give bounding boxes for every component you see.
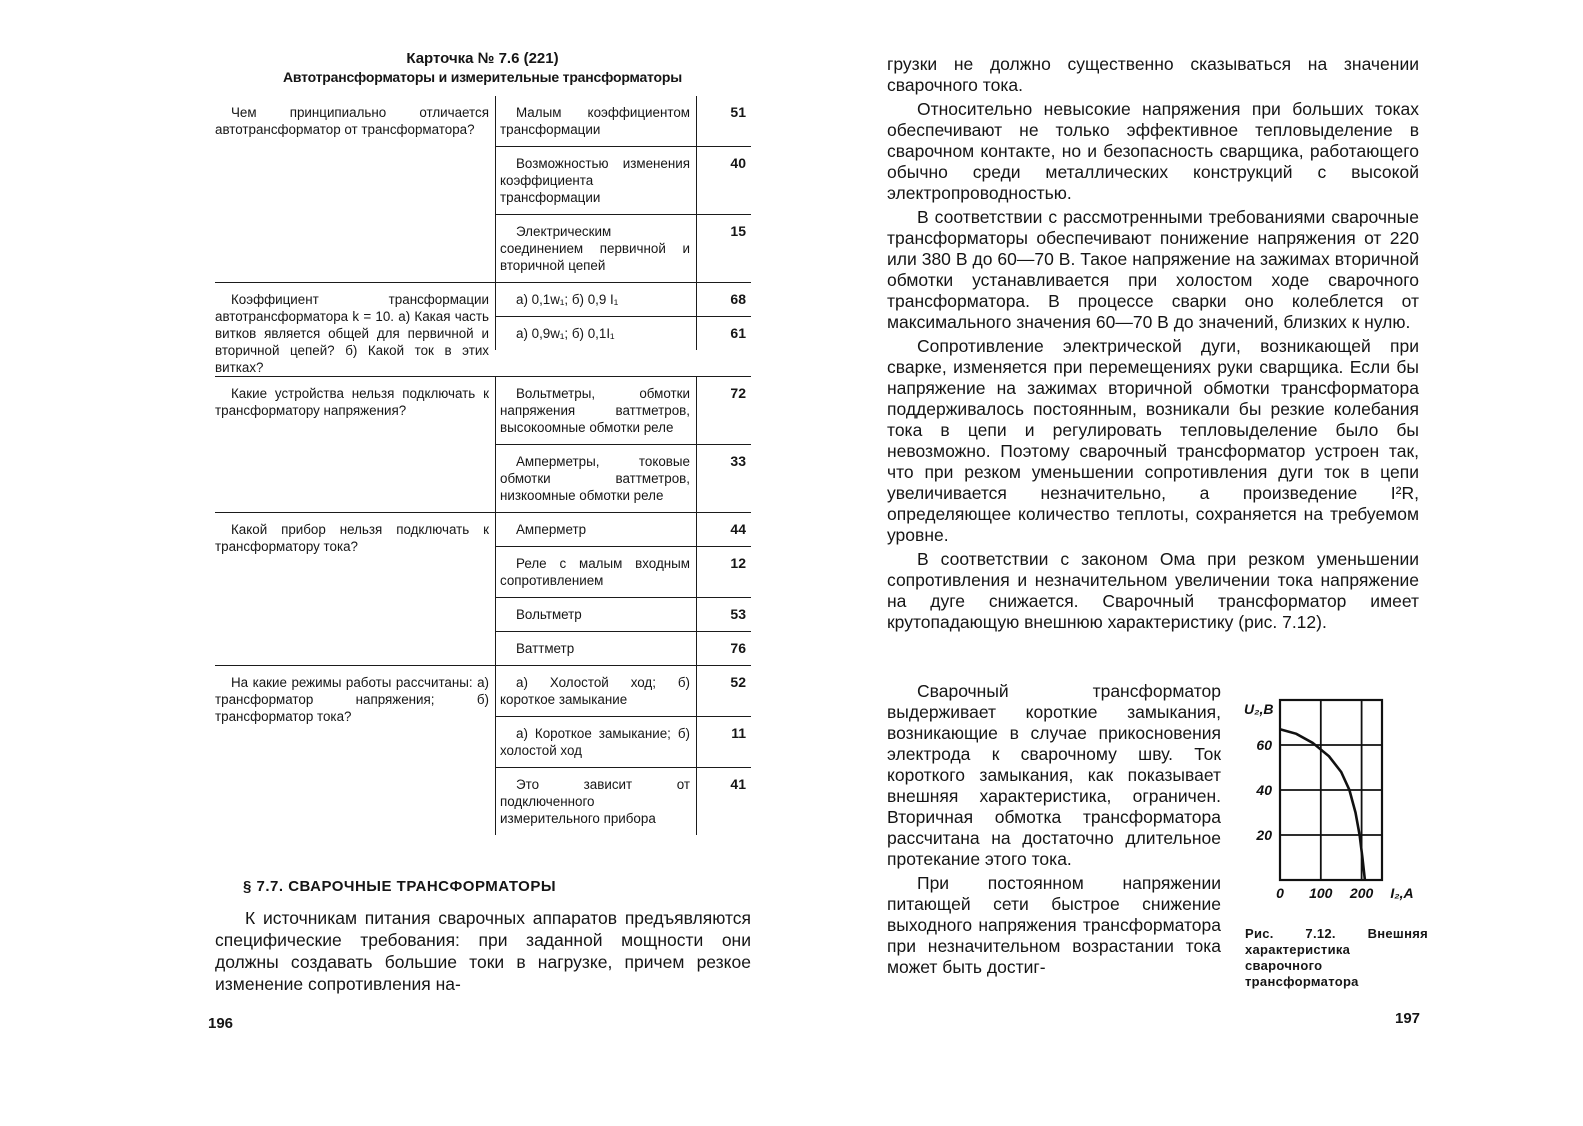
x-tick-label: 200 bbox=[1349, 885, 1374, 901]
answer-text: Это зависит от подключенного измерительного прибора bbox=[496, 768, 697, 835]
answer-code: 61 bbox=[730, 325, 746, 341]
question-group bbox=[215, 96, 751, 282]
answer-text: а) Холостой ход; б) короткое замыкание bbox=[496, 666, 697, 716]
answer-text: Малым коэффициентом трансформации bbox=[496, 96, 697, 146]
x-tick-label: 0 bbox=[1276, 885, 1284, 901]
wrapped-text bbox=[887, 681, 1221, 981]
answer-code: 12 bbox=[730, 555, 746, 571]
question-text: Коэффициент трансформации автотрансформатора k = 10. а) Какая часть витков является общей для первичной и вторичной цепей? б) Какой ток в этих витках? bbox=[215, 292, 489, 375]
right-body-text bbox=[887, 54, 1419, 636]
answer-row bbox=[495, 767, 751, 835]
answer-list bbox=[495, 96, 751, 282]
answer-text: Электрическим соединением первичной и вторичной цепей bbox=[496, 215, 697, 282]
answer-text: Амперметры, токовые обмотки ваттметров, низкоомные обмотки реле bbox=[496, 445, 697, 512]
answer-row bbox=[495, 96, 751, 146]
figure-caption: Рис. 7.12. Внешняя характеристика сварочного трансформатора bbox=[1245, 926, 1428, 989]
answer-text: Реле с малым входным сопротивлением bbox=[496, 547, 697, 597]
answer-list bbox=[495, 283, 751, 376]
answer-row bbox=[495, 597, 751, 631]
y-tick-label: 60 bbox=[1256, 737, 1272, 753]
answer-code: 11 bbox=[731, 725, 746, 741]
answer-code: 41 bbox=[730, 776, 746, 792]
answer-code: 40 bbox=[730, 155, 746, 171]
answer-code: 53 bbox=[730, 606, 746, 622]
answer-code: 15 bbox=[730, 223, 746, 239]
answer-row bbox=[495, 716, 751, 767]
answer-text: Возможностью изменения коэффициента трансформации bbox=[496, 147, 697, 214]
paragraph: В соответствии с рассмотренными требованиями сварочные трансформаторы обеспечивают понижение напряжения от 220 или 380 В до 60—70 В. Такое напряжение на зажимах вторичной обмотки устанавливается при холостом ходе сварочного трансформатора. В процессе сварки оно колеблется от максимального значения 60—70 В до значений, близких к нулю. bbox=[887, 207, 1419, 332]
question-text: На какие режимы работы рассчитаны: а) трансформатор напряжения; б) трансформатор тока? bbox=[215, 675, 489, 724]
answer-list bbox=[495, 513, 751, 665]
answer-code: 72 bbox=[730, 385, 746, 401]
answer-code: 52 bbox=[730, 674, 746, 690]
paragraph: Сварочный трансформатор выдерживает короткие замыкания, возникающие в случае прикосновения электрода к сварочному шву. Ток короткого замыкания, как показывает внешняя характеристика, ограничен. Вторичная обмотка трансформатора рассчитана на достаточно длительное протекание этого тока. bbox=[887, 681, 1221, 869]
answer-list bbox=[495, 377, 751, 512]
answer-row bbox=[495, 513, 751, 546]
paragraph: Сопротивление электрической дуги, возникающей при сварке, изменяется при перемещениях руки сварщика. Если бы напряжение на зажимах вторичной обмотки трансформатора поддерживалось постоянным, возникали бы резкие колебания тока в цепи и регулировать тепловыделение было бы невозможно. Поэтому сварочный трансформатор устроен так, что при резком уменьшении сопротивления дуги ток в цепи увеличивается незначительно, а произведение I²R, определяющее количество теплоты, сохраняется на требуемом уровне. bbox=[887, 336, 1419, 545]
card-title: Автотрансформаторы и измерительные трансформаторы bbox=[283, 69, 682, 85]
answer-row bbox=[495, 283, 751, 316]
page-number-left: 196 bbox=[208, 1015, 234, 1032]
answer-row bbox=[495, 631, 751, 665]
question-card-table bbox=[215, 96, 751, 835]
answer-row bbox=[495, 316, 751, 350]
characteristic-chart bbox=[1242, 690, 1432, 905]
question-group bbox=[215, 376, 751, 512]
answer-row bbox=[495, 214, 751, 282]
y-axis-label: U₂,В bbox=[1244, 701, 1274, 717]
answer-text: а) Короткое замыкание; б) холостой ход bbox=[496, 717, 697, 767]
left-page bbox=[0, 0, 790, 1126]
card-header bbox=[215, 50, 750, 86]
left-body-text: К источникам питания сварочных аппаратов предъявляются специфические требования: при заданной мощности они должны создавать большие токи в нагрузке, причем резкое изменение сопротивления на- bbox=[215, 908, 751, 994]
answer-code: 51 bbox=[730, 104, 746, 120]
answer-row bbox=[495, 377, 751, 444]
right-page bbox=[790, 0, 1583, 1126]
paragraph: В соответствии с законом Ома при резком уменьшении сопротивления и незначительном увеличении тока напряжение на дуге снижается. Сварочный трансформатор имеет крутопадающую внешнюю характеристику (рис. 7.12). bbox=[887, 549, 1419, 632]
answer-row bbox=[495, 146, 751, 214]
series-line bbox=[1280, 729, 1365, 880]
answer-code: 44 bbox=[730, 521, 746, 537]
page-number-right: 197 bbox=[1395, 1010, 1421, 1027]
question-group bbox=[215, 665, 751, 835]
answer-code: 76 bbox=[730, 640, 746, 656]
answer-text: Амперметр bbox=[496, 513, 697, 546]
answer-code: 33 bbox=[730, 453, 746, 469]
card-number: Карточка № 7.6 (221) bbox=[406, 50, 559, 67]
answer-row bbox=[495, 444, 751, 512]
answer-row bbox=[495, 546, 751, 597]
paragraph: При постоянном напряжении питающей сети быстрое снижение выходного напряжения трансформатора при незначительном возрастании тока может быть достиг- bbox=[887, 873, 1221, 977]
question-text: Какие устройства нельзя подключать к трансформатору напряжения? bbox=[215, 386, 489, 418]
answer-text: Ваттметр bbox=[496, 632, 697, 665]
answer-text: а) 0,1w₁; б) 0,9 I₁ bbox=[496, 283, 697, 316]
question-group bbox=[215, 512, 751, 665]
y-tick-label: 40 bbox=[1256, 782, 1272, 798]
answer-list bbox=[495, 666, 751, 835]
x-tick-label: 100 bbox=[1309, 885, 1333, 901]
answer-text: а) 0,9w₁; б) 0,1I₁ bbox=[496, 317, 697, 350]
x-axis-label: I₂,А bbox=[1390, 885, 1414, 901]
section-title: § 7.7. СВАРОЧНЫЕ ТРАНСФОРМАТОРЫ bbox=[243, 878, 557, 895]
answer-text: Вольтметры, обмотки напряжения ваттметров, высокоомные обмотки реле bbox=[496, 377, 697, 444]
question-text: Чем принципиально отличается автотрансформатор от трансформатора? bbox=[215, 105, 489, 137]
paragraph: грузки не должно существенно сказываться на значении сварочного тока. bbox=[887, 54, 1419, 95]
answer-row bbox=[495, 666, 751, 716]
question-text: Какой прибор нельзя подключать к трансформатору тока? bbox=[215, 522, 489, 554]
paragraph: Относительно невысокие напряжения при больших токах обеспечивают не только эффективное тепловыделение в сварочном контакте, но и безопасность сварщика, работающего обычно среди металлических конструкций с высокой электропроводностью. bbox=[887, 99, 1419, 203]
y-tick-label: 20 bbox=[1256, 827, 1272, 843]
answer-text: Вольтметр bbox=[496, 598, 697, 631]
question-group bbox=[215, 282, 751, 376]
answer-code: 68 bbox=[730, 291, 746, 307]
